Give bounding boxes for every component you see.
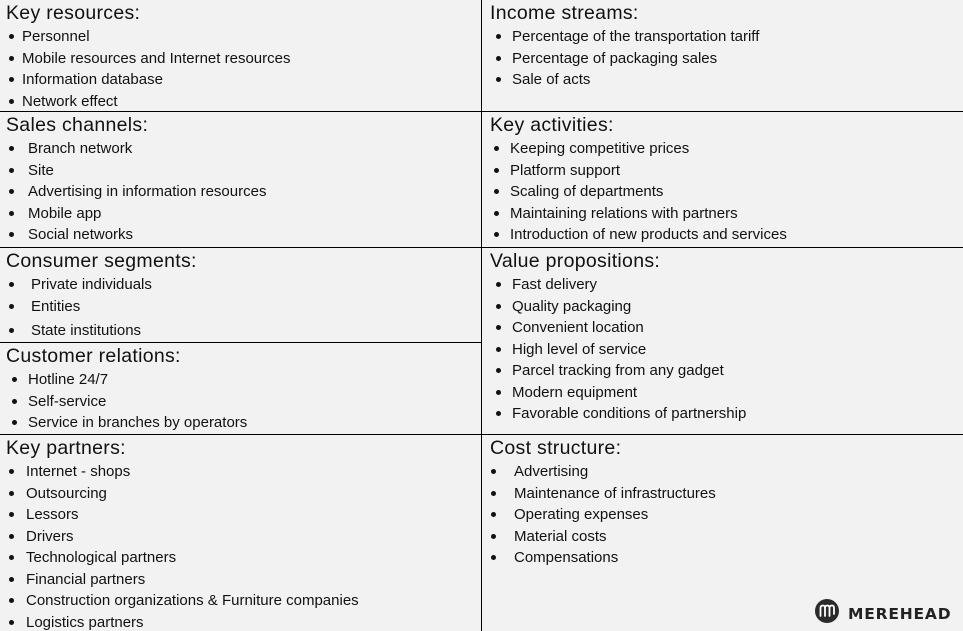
list-item: State institutions	[0, 320, 481, 342]
value-propositions-title: Value propositions:	[490, 250, 661, 272]
list-item: Private individuals	[0, 274, 481, 296]
key-partners-list	[0, 461, 481, 631]
merehead-logo-icon	[814, 598, 840, 629]
customer-relations-block	[0, 343, 481, 434]
list-item: Operating expenses	[482, 504, 963, 526]
income-streams-title: Income streams:	[490, 2, 639, 24]
list-item: Mobile app	[0, 203, 481, 225]
list-item: Mobile resources and Internet resources	[0, 48, 481, 70]
list-item: Social networks	[0, 224, 481, 246]
list-item: Sale of acts	[482, 69, 963, 91]
income-streams-list	[482, 26, 963, 91]
value-propositions-list	[482, 274, 963, 425]
list-item: Fast delivery	[482, 274, 963, 296]
list-item: Modern equipment	[482, 382, 963, 404]
list-item: Maintenance of infrastructures	[482, 483, 963, 505]
list-item: Scaling of departments	[482, 181, 963, 203]
sales-channels-title: Sales channels:	[6, 114, 149, 136]
list-item: Logistics partners	[0, 612, 481, 631]
list-item: Construction organizations & Furniture companies	[0, 590, 481, 612]
consumer-segments-title: Consumer segments:	[6, 250, 197, 272]
merehead-logo	[814, 598, 951, 629]
consumer-segments-block	[0, 248, 481, 342]
list-item: Parcel tracking from any gadget	[482, 360, 963, 382]
list-item: Internet - shops	[0, 461, 481, 483]
list-item: Percentage of the transportation tariff	[482, 26, 963, 48]
key-activities-title: Key activities:	[490, 114, 614, 136]
list-item: Advertising in information resources	[0, 181, 481, 203]
cost-structure-title: Cost structure:	[490, 437, 622, 459]
list-item: Material costs	[482, 526, 963, 548]
list-item: Favorable conditions of partnership	[482, 403, 963, 425]
key-activities-list	[482, 138, 963, 246]
list-item: Percentage of packaging sales	[482, 48, 963, 70]
list-item: Keeping competitive prices	[482, 138, 963, 160]
key-activities-block	[482, 112, 963, 247]
key-resources-block	[0, 0, 481, 111]
list-item: Outsourcing	[0, 483, 481, 505]
list-item: Site	[0, 160, 481, 182]
list-item: Hotline 24/7	[0, 369, 481, 391]
list-item: Network effect	[0, 91, 481, 112]
list-item: Quality packaging	[482, 296, 963, 318]
list-item: Personnel	[0, 26, 481, 48]
list-item: Information database	[0, 69, 481, 91]
list-item: Self-service	[0, 391, 481, 413]
list-item: Drivers	[0, 526, 481, 548]
key-resources-title: Key resources:	[6, 2, 141, 24]
list-item: Service in branches by operators	[0, 412, 481, 434]
consumer-segments-list	[0, 274, 481, 342]
list-item: Financial partners	[0, 569, 481, 591]
key-partners-title: Key partners:	[6, 437, 126, 459]
list-item: Convenient location	[482, 317, 963, 339]
key-partners-block	[0, 435, 481, 631]
merehead-logo-text: MEREHEAD	[848, 604, 952, 623]
income-streams-block	[482, 0, 963, 111]
sales-channels-list	[0, 138, 481, 246]
list-item: Lessors	[0, 504, 481, 526]
list-item: Introduction of new products and services	[482, 224, 963, 246]
list-item: Advertising	[482, 461, 963, 483]
cost-structure-list	[482, 461, 963, 569]
value-propositions-block	[482, 248, 963, 434]
customer-relations-title: Customer relations:	[6, 345, 181, 367]
key-resources-list	[0, 26, 481, 111]
list-item: Compensations	[482, 547, 963, 569]
list-item: Branch network	[0, 138, 481, 160]
customer-relations-list	[0, 369, 481, 434]
list-item: Entities	[0, 296, 481, 318]
list-item: High level of service	[482, 339, 963, 361]
list-item: Platform support	[482, 160, 963, 182]
cost-structure-block	[482, 435, 963, 595]
list-item: Maintaining relations with partners	[482, 203, 963, 225]
list-item: Technological partners	[0, 547, 481, 569]
sales-channels-block	[0, 112, 481, 247]
